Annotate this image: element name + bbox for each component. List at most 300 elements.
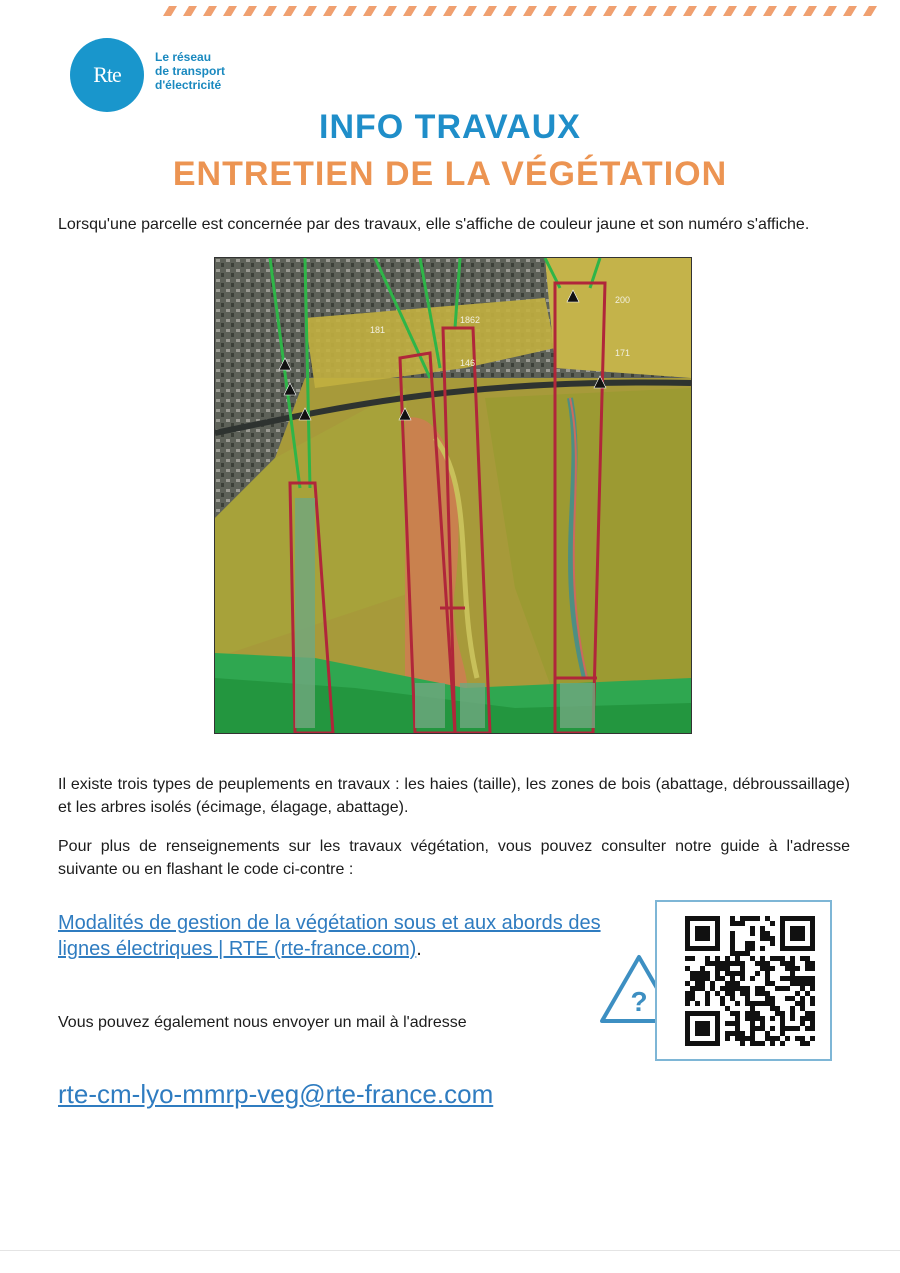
qr-module <box>685 966 690 971</box>
qr-module <box>730 941 735 946</box>
qr-module <box>735 1031 740 1036</box>
qr-module <box>810 1016 815 1021</box>
qr-module <box>770 981 775 986</box>
qr-module <box>810 1026 815 1031</box>
qr-module <box>810 1011 815 1016</box>
qr-module <box>740 921 745 926</box>
qr-module <box>690 986 695 991</box>
qr-module <box>685 1001 690 1006</box>
qr-module <box>785 966 790 971</box>
qr-module <box>690 996 695 1001</box>
qr-module <box>750 931 755 936</box>
qr-module <box>715 961 720 966</box>
qr-module <box>715 991 720 996</box>
qr-module <box>795 1001 800 1006</box>
qr-module <box>735 1021 740 1026</box>
qr-module <box>790 966 795 971</box>
contact-email-link[interactable]: rte-cm-lyo-mmrp-veg@rte-france.com <box>58 1079 494 1109</box>
qr-module <box>795 1036 800 1041</box>
qr-module <box>730 971 735 976</box>
stripe-dash <box>823 6 837 16</box>
qr-module <box>715 976 720 981</box>
qr-module <box>775 986 780 991</box>
stripe-dash <box>243 6 257 16</box>
qr-module <box>690 976 695 981</box>
qr-module <box>730 946 735 951</box>
qr-module <box>765 961 770 966</box>
qr-module <box>790 971 795 976</box>
stripe-dash <box>563 6 577 16</box>
qr-module <box>760 1021 765 1026</box>
qr-module <box>740 1036 745 1041</box>
qr-module <box>720 961 725 966</box>
stripe-dash <box>183 6 197 16</box>
qr-module <box>730 1031 735 1036</box>
qr-module <box>785 1036 790 1041</box>
qr-module <box>705 961 710 966</box>
qr-module <box>730 951 735 956</box>
qr-module <box>695 971 700 976</box>
qr-module <box>780 961 785 966</box>
qr-module <box>800 996 805 1001</box>
qr-module <box>770 941 775 946</box>
qr-module <box>710 961 715 966</box>
qr-module <box>805 1041 810 1046</box>
qr-module <box>800 1006 805 1011</box>
qr-module <box>715 966 720 971</box>
qr-module <box>735 981 740 986</box>
qr-module <box>750 1041 755 1046</box>
qr-module <box>770 921 775 926</box>
qr-module <box>720 986 725 991</box>
qr-module <box>740 991 745 996</box>
qr-module <box>750 916 755 921</box>
qr-module <box>795 976 800 981</box>
qr-module <box>755 916 760 921</box>
qr-module <box>805 1026 810 1031</box>
qr-module <box>685 996 690 1001</box>
qr-module <box>745 986 750 991</box>
stripe-dash <box>403 6 417 16</box>
qr-module <box>780 1011 785 1016</box>
qr-module <box>740 1031 745 1036</box>
qr-module <box>725 1036 730 1041</box>
qr-module <box>705 971 710 976</box>
rte-logo-text <box>155 50 225 92</box>
qr-module <box>785 961 790 966</box>
mail-paragraph: Vous pouvez également nous envoyer un mail à l'adresse <box>58 1014 467 1031</box>
qr-module <box>700 966 705 971</box>
parcel-label: 1862 <box>460 315 481 325</box>
qr-module <box>755 1026 760 1031</box>
guide-link[interactable]: Modalités de gestion de la végétation sous et aux abords des lignes électriques | RTE (rte-france.com) <box>58 912 601 960</box>
qr-module <box>805 1016 810 1021</box>
stripe-dash <box>543 6 557 16</box>
qr-module <box>705 956 710 961</box>
qr-module <box>770 1041 775 1046</box>
qr-module <box>720 996 725 1001</box>
qr-module <box>810 961 815 966</box>
qr-module <box>730 986 735 991</box>
qr-module <box>800 986 805 991</box>
qr-module <box>755 1011 760 1016</box>
qr-module <box>750 941 755 946</box>
qr-module <box>685 956 690 961</box>
qr-module <box>785 976 790 981</box>
qr-module <box>735 1001 740 1006</box>
page-subtitle: ENTRETIEN DE LA VÉGÉTATION <box>172 155 728 193</box>
qr-module <box>790 956 795 961</box>
qr-module <box>735 1011 740 1016</box>
qr-module <box>765 971 770 976</box>
stripe-dash <box>163 6 177 16</box>
qr-module <box>725 991 730 996</box>
qr-module <box>790 1006 795 1011</box>
qr-module <box>745 951 750 956</box>
qr-module <box>800 976 805 981</box>
qr-module <box>795 981 800 986</box>
qr-module <box>690 991 695 996</box>
more-info-paragraph: Pour plus de renseignements sur les travaux végétation, vous pouvez consulter notre guide à l'adresse suivante ou en flashant le code ci-contre : <box>58 838 850 878</box>
qr-module <box>730 961 735 966</box>
stripe-dash <box>443 6 457 16</box>
qr-module <box>785 996 790 1001</box>
qr-module <box>810 976 815 981</box>
qr-module <box>805 991 810 996</box>
qr-module <box>760 966 765 971</box>
stripe-dash <box>303 6 317 16</box>
qr-module <box>800 956 805 961</box>
qr-module <box>810 966 815 971</box>
qr-module <box>740 961 745 966</box>
qr-module <box>730 976 735 981</box>
qr-module <box>745 916 750 921</box>
qr-module <box>725 956 730 961</box>
qr-module <box>750 926 755 931</box>
qr-module <box>785 1026 790 1031</box>
qr-module <box>790 996 795 1001</box>
qr-module <box>760 961 765 966</box>
vegetation-types-paragraph: Il existe trois types de peuplements en travaux : les haies (taille), les zones de bois (abattage, débroussaillage) et les arbres isolés (écimage, élagage, abattage). <box>58 776 850 816</box>
qr-module <box>725 986 730 991</box>
stripe-dash <box>763 6 777 16</box>
logo-line-3: d'électricité <box>155 78 222 92</box>
qr-module <box>750 1016 755 1021</box>
qr-module <box>740 951 745 956</box>
stripe-dash <box>843 6 857 16</box>
rte-logo-mark: Rte <box>70 38 144 112</box>
qr-module <box>700 976 705 981</box>
rte-logo <box>70 38 270 118</box>
qr-module <box>805 956 810 961</box>
qr-module <box>780 1016 785 1021</box>
qr-module <box>810 1021 815 1026</box>
qr-module <box>730 1021 735 1026</box>
qr-module <box>725 961 730 966</box>
qr-module <box>770 1026 775 1031</box>
qr-module <box>760 1026 765 1031</box>
qr-module <box>735 921 740 926</box>
qr-module <box>745 941 750 946</box>
qr-module <box>735 971 740 976</box>
qr-module <box>730 996 735 1001</box>
qr-module <box>805 961 810 966</box>
qr-module <box>705 991 710 996</box>
qr-module <box>750 1011 755 1016</box>
qr-code-icon <box>685 916 815 1046</box>
qr-module <box>735 1016 740 1021</box>
qr-module <box>730 1011 735 1016</box>
qr-module <box>780 986 785 991</box>
qr-module <box>695 976 700 981</box>
logo-line-2: de transport <box>155 64 226 78</box>
qr-module <box>750 1001 755 1006</box>
qr-module <box>795 991 800 996</box>
qr-module <box>695 926 710 941</box>
qr-module <box>700 971 705 976</box>
qr-module <box>770 996 775 1001</box>
stripe-dash <box>623 6 637 16</box>
qr-module <box>780 1041 785 1046</box>
qr-module <box>760 926 765 931</box>
guide-link-block <box>58 910 618 962</box>
qr-module <box>775 1036 780 1041</box>
qr-module <box>715 971 720 976</box>
qr-module <box>770 956 775 961</box>
qr-module <box>775 956 780 961</box>
qr-module <box>765 996 770 1001</box>
qr-module <box>755 1016 760 1021</box>
qr-module <box>780 956 785 961</box>
qr-module <box>755 991 760 996</box>
stripe-dash <box>783 6 797 16</box>
qr-module <box>790 981 795 986</box>
stripe-dash <box>863 6 877 16</box>
qr-module <box>755 971 760 976</box>
qr-module <box>720 1001 725 1006</box>
qr-module <box>740 1041 745 1046</box>
qr-module <box>770 1001 775 1006</box>
qr-module <box>790 926 805 941</box>
qr-module <box>800 1001 805 1006</box>
qr-module <box>735 961 740 966</box>
stripe-dash <box>803 6 817 16</box>
qr-module <box>695 1001 700 1006</box>
qr-module <box>800 1036 805 1041</box>
qr-module <box>740 986 745 991</box>
qr-module <box>725 971 730 976</box>
qr-module <box>745 946 750 951</box>
parcel-label: 146 <box>460 358 476 368</box>
qr-module <box>770 936 775 941</box>
qr-module <box>725 1031 730 1036</box>
qr-module <box>775 1006 780 1011</box>
stripe-dash <box>643 6 657 16</box>
header-stripe <box>158 4 878 18</box>
qr-module <box>765 981 770 986</box>
stripe-dash <box>583 6 597 16</box>
qr-module <box>765 1001 770 1006</box>
qr-module <box>770 966 775 971</box>
qr-code-frame[interactable] <box>655 900 832 1061</box>
qr-module <box>735 956 740 961</box>
qr-module <box>770 1016 775 1021</box>
intro-paragraph: Lorsqu'une parcelle est concernée par des travaux, elle s'affiche de couleur jaune et son numéro s'affiche. <box>58 216 810 233</box>
qr-module <box>755 1041 760 1046</box>
stripe-dash <box>483 6 497 16</box>
qr-module <box>715 956 720 961</box>
parcel-label: 181 <box>370 325 386 335</box>
qr-module <box>780 1021 785 1026</box>
qr-module <box>730 991 735 996</box>
parcel-map <box>214 257 692 734</box>
page-title: INFO TRAVAUX <box>319 108 581 146</box>
qr-module <box>805 966 810 971</box>
qr-module <box>740 966 745 971</box>
qr-module <box>745 1001 750 1006</box>
qr-module <box>750 1021 755 1026</box>
qr-module <box>790 961 795 966</box>
qr-module <box>765 916 770 921</box>
qr-module <box>685 981 690 986</box>
qr-module <box>705 1001 710 1006</box>
qr-module <box>700 981 705 986</box>
qr-module <box>765 936 770 941</box>
qr-module <box>755 986 760 991</box>
page-bottom-divider <box>0 1250 900 1251</box>
qr-module <box>810 1036 815 1041</box>
qr-module <box>780 1031 785 1036</box>
qr-module <box>735 951 740 956</box>
parcel-label: 171 <box>615 348 631 358</box>
stripe-dash <box>703 6 717 16</box>
stripe-dash <box>323 6 337 16</box>
qr-module <box>745 1011 750 1016</box>
qr-module <box>735 1036 740 1041</box>
qr-module <box>810 996 815 1001</box>
qr-module <box>790 1026 795 1031</box>
qr-module <box>725 1021 730 1026</box>
qr-module <box>805 1011 810 1016</box>
qr-module <box>805 981 810 986</box>
qr-module <box>720 976 725 981</box>
qr-module <box>690 956 695 961</box>
qr-module <box>795 966 800 971</box>
stripe-dash <box>383 6 397 16</box>
qr-module <box>775 1011 780 1016</box>
qr-module <box>770 1036 775 1041</box>
stripe-dash <box>263 6 277 16</box>
stripe-dash <box>743 6 757 16</box>
qr-module <box>810 1001 815 1006</box>
qr-module <box>695 986 700 991</box>
stripe-dash <box>283 6 297 16</box>
qr-module <box>805 976 810 981</box>
qr-module <box>695 1021 710 1036</box>
qr-module <box>790 976 795 981</box>
stripe-dash <box>663 6 677 16</box>
qr-module <box>735 986 740 991</box>
stripe-dash <box>463 6 477 16</box>
qr-module <box>740 916 745 921</box>
qr-module <box>770 1006 775 1011</box>
qr-module <box>755 961 760 966</box>
qr-module <box>750 946 755 951</box>
qr-module <box>750 1026 755 1031</box>
qr-module <box>785 986 790 991</box>
qr-module <box>730 916 735 921</box>
qr-module <box>730 931 735 936</box>
qr-module <box>705 996 710 1001</box>
qr-module <box>690 971 695 976</box>
qr-module <box>700 986 705 991</box>
qr-module <box>730 921 735 926</box>
qr-module <box>760 991 765 996</box>
qr-module <box>705 976 710 981</box>
qr-module <box>750 1031 755 1036</box>
qr-module <box>735 1026 740 1031</box>
qr-module <box>685 991 690 996</box>
qr-module <box>710 981 715 986</box>
qr-module <box>740 971 745 976</box>
qr-module <box>720 966 725 971</box>
stripe-dash <box>423 6 437 16</box>
qr-module <box>745 1016 750 1021</box>
qr-module <box>760 1001 765 1006</box>
qr-module <box>760 1016 765 1021</box>
qr-module <box>760 1041 765 1046</box>
stripe-dash <box>523 6 537 16</box>
qr-module <box>765 976 770 981</box>
qr-module <box>765 931 770 936</box>
qr-module <box>765 1031 770 1036</box>
qr-module <box>730 936 735 941</box>
qr-module <box>800 1016 805 1021</box>
guide-link-suffix: . <box>416 938 422 960</box>
parcel-label: 200 <box>615 295 631 305</box>
stripe-dash <box>203 6 217 16</box>
qr-module <box>695 981 700 986</box>
qr-module <box>745 1036 750 1041</box>
logo-line-1: Le réseau <box>155 50 212 64</box>
qr-module <box>725 1006 730 1011</box>
qr-module <box>750 976 755 981</box>
qr-module <box>760 986 765 991</box>
qr-module <box>765 966 770 971</box>
qr-module <box>730 981 735 986</box>
qr-module <box>800 1021 805 1026</box>
qr-module <box>780 1026 785 1031</box>
qr-module <box>765 991 770 996</box>
qr-module <box>750 1006 755 1011</box>
qr-module <box>760 936 765 941</box>
qr-module <box>725 981 730 986</box>
qr-module <box>795 1026 800 1031</box>
svg-text:?: ? <box>630 986 648 1017</box>
qr-module <box>745 996 750 1001</box>
qr-module <box>725 966 730 971</box>
qr-module <box>790 1016 795 1021</box>
stripe-dash <box>603 6 617 16</box>
qr-module <box>760 956 765 961</box>
qr-module <box>800 1041 805 1046</box>
qr-module <box>760 931 765 936</box>
qr-module <box>780 976 785 981</box>
qr-module <box>750 956 755 961</box>
qr-module <box>750 1036 755 1041</box>
stripe-dash <box>363 6 377 16</box>
qr-module <box>740 976 745 981</box>
